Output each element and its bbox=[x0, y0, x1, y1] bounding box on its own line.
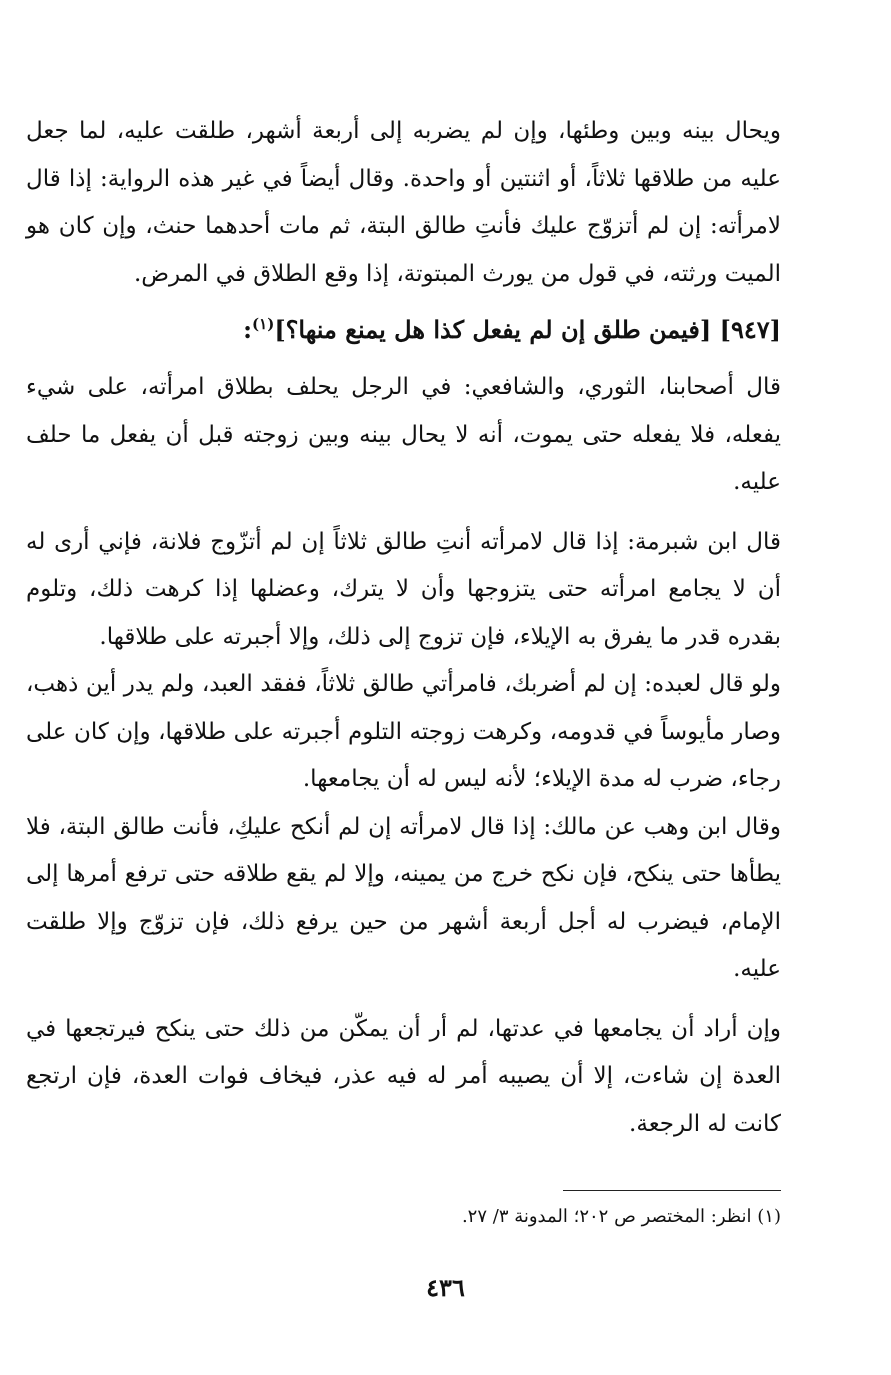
footnote: (١) انظر: المختصر ص ٢٠٢؛ المدونة ٣/ ٢٧. bbox=[461, 1206, 781, 1227]
heading-colon: : bbox=[243, 315, 253, 344]
paragraph-5: وإن أراد أن يجامعها في عدتها، لم أر أن يمكّن من ذلك حتى ينكح فيرتجعها في العدة إن شاءت، إلا أن يصيبه أمر له فيه عذر، فيخاف فوات العدة، فإن ارتجع كانت له الرجعة. bbox=[26, 1015, 781, 1137]
section-heading bbox=[26, 306, 781, 354]
paragraph-1: قال أصحابنا، الثوري، والشافعي: في الرجل يحلف بطلاق امرأته، على شيء يفعله، فلا يفعله حتى يموت، أنه لا يحال بينه وبين زوجته قبل أن يفعل ما حلف عليه. bbox=[26, 374, 781, 495]
paragraph-continued: ويحال بينه وبين وطئها، وإن لم يضربه إلى أربعة أشهر، طلقت عليه، لما جعل عليه من طلاقها ثلاثاً، أو اثنتين أو واحدة. وقال أيضاً في غير هذه الرواية: إذا قال لامرأته: إن لم أتزوّج عليك فأنتِ طالق البتة، ثم مات أحدهما حنث، وإن كان هو الميت ورثته، في قول من يورث المبتوتة، إذا وقع الطلاق في المرض. bbox=[26, 118, 781, 287]
footnote-reference: (١) bbox=[252, 315, 275, 333]
body-text bbox=[26, 108, 781, 1148]
section-number: [٩٤٧] bbox=[719, 315, 781, 344]
page-number: ٤٣٦ bbox=[426, 1273, 465, 1302]
paragraph-3: ولو قال لعبده: إن لم أضربك، فامرأتي طالق ثلاثاً، ففقد العبد، ولم يدر أين ذهب، وصار مأيوساً في قدومه، وكرهت زوجته التلوم أجبرته على طلاقها، وإن كان على رجاء، ضرب له مدة الإيلاء؛ لأنه ليس له أن يجامعها. bbox=[26, 671, 781, 792]
paragraph-2: قال ابن شبرمة: إذا قال لامرأته أنتِ طالق ثلاثاً إن لم أتزّوج فلانة، فإني أرى له أن لا يجامع امرأته حتى يتزوجها وأن لا يترك، وعضلها إذا كرهت ذلك، وتلوم بقدره قدر ما يفرق به الإيلاء، فإن تزوج إلى ذلك، وإلا أجبرته على طلاقها. bbox=[26, 528, 781, 650]
paragraph-4: وقال ابن وهب عن مالك: إذا قال لامرأته إن لم أنكح عليكِ، فأنت طالق البتة، فلا يطأها حتى ينكح، فإن نكح خرج من يمينه، وإلا لم يقع طلاقه حتى ترفع أمرها إلى الإمام، فيضرب له أجل أربعة أشهر من حين يرفع ذلك، فإن تزوّج وإلا طلقت عليه. bbox=[26, 813, 781, 982]
footnote-divider bbox=[563, 1190, 781, 1191]
section-title: [فيمن طلق إن لم يفعل كذا هل يمنع منها؟] bbox=[274, 315, 712, 344]
